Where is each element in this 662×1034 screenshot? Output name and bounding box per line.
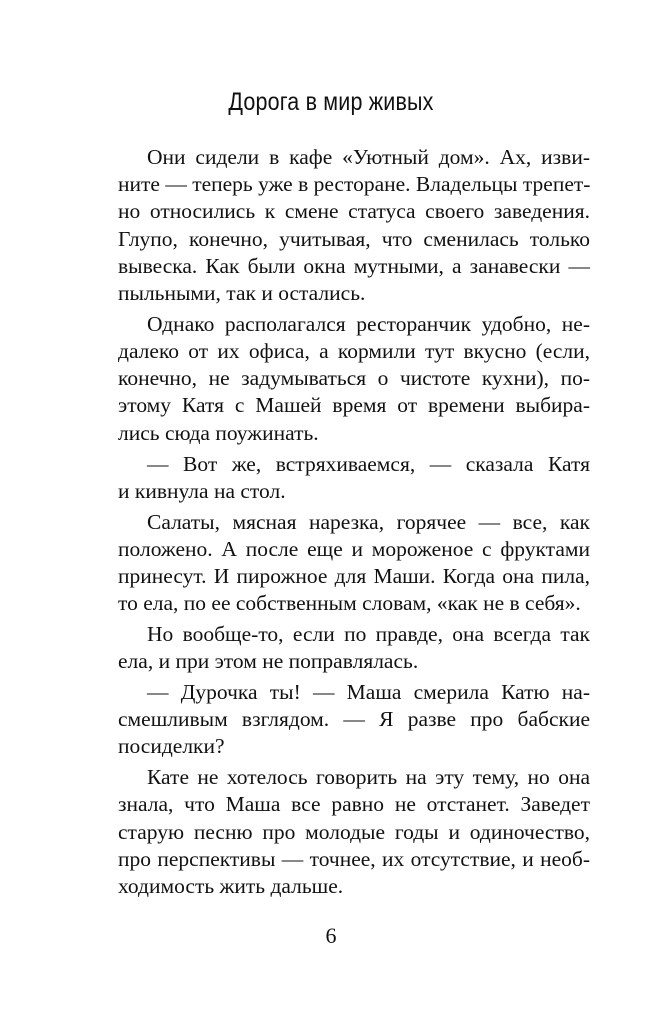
text-line: Но вообще-то, если по правде, она всегда так [147, 621, 590, 646]
page-number: 6 [325, 923, 337, 948]
text-line: положено. А после еще и мороженое с фруктами [118, 536, 590, 561]
text-line: знала, что Маша все равно не отстанет. Заведет [118, 792, 590, 817]
text-line: пыльными, так и остались. [118, 281, 366, 305]
chapter-title: Дорога в мир живых [228, 88, 434, 116]
text-line: — Дурочка ты! — Маша смерила Катю на- [147, 680, 590, 704]
text-line: Салаты, мясная нарезка, горячее — все, как [147, 509, 590, 534]
text-line: то ела, по ее собственным словам, «как не в себя». [118, 591, 581, 616]
text-line: но относились к смене статуса своего заведения. [118, 199, 590, 224]
text-line: вывеска. Как были окна мутными, а занавески — [118, 253, 590, 278]
text-line: ела, и при этом не поправлялась. [118, 649, 419, 674]
text-line: ните — теперь уже в ресторане. Владельцы трепет- [118, 172, 591, 197]
text-line: конечно, не задумываться о чистоте кухни), по- [118, 366, 590, 391]
text-line: Кате не хотелось говорить на эту тему, но она [147, 765, 590, 790]
text-line: старую песню про молодые годы и одиночество, [118, 819, 590, 844]
text-line: принесут. И пирожное для Маши. Когда она пила, [118, 563, 590, 588]
text-line: лись сюда поужинать. [118, 420, 319, 445]
text-line: про перспективы — точнее, их отсутствие, и необ- [118, 846, 590, 871]
text-line: — Вот же, встряхиваемся, — сказала Катя [147, 451, 590, 476]
text-line: посиделки? [118, 734, 225, 759]
text-line: этому Катя с Машей время от времени выбира- [118, 393, 590, 418]
text-line: смешливым взглядом. — Я разве про бабские [118, 707, 590, 732]
text-line: Они сидели в кафе «Уютный дом». Ах, изви- [147, 145, 590, 169]
text-line: Глупо, конечно, учитывая, что сменилась только [118, 226, 590, 251]
text-line: Однако располагался ресторанчик удобно, не- [147, 311, 590, 336]
text-line: ходимость жить дальше. [118, 874, 344, 898]
text-line: далеко от их офиса, а кормили тут вкусно (если, [118, 339, 590, 363]
text-line: и кивнула на стол. [118, 478, 286, 503]
